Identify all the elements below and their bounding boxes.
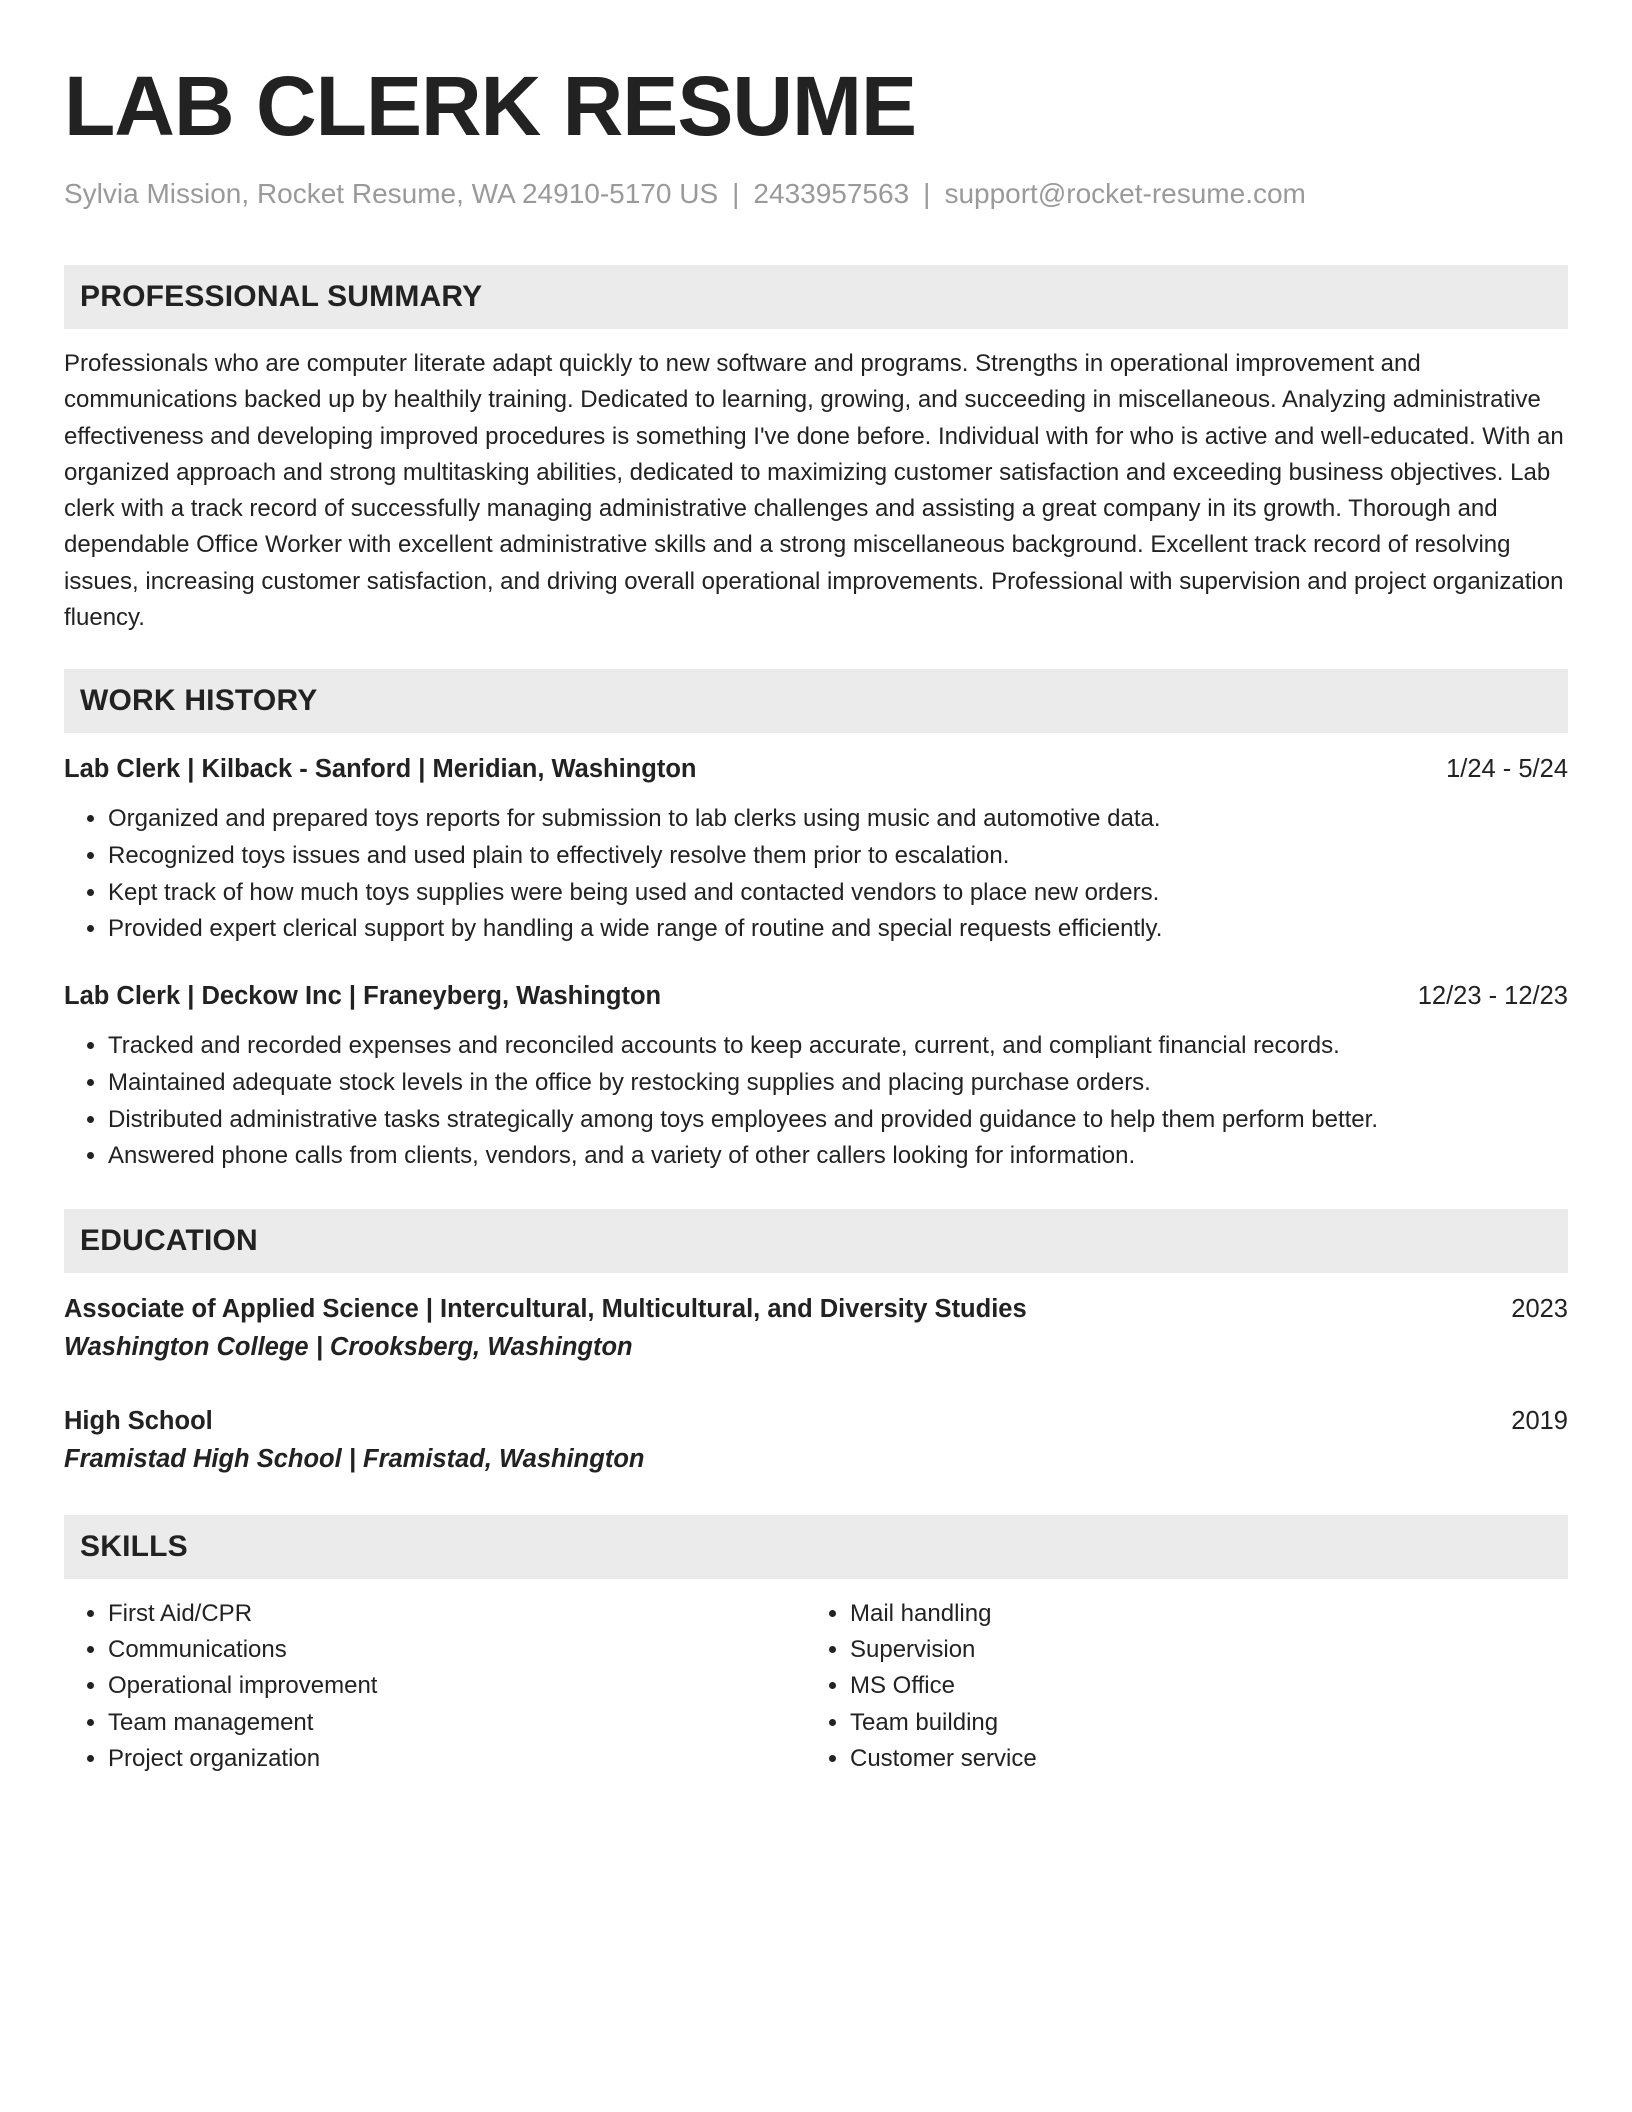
job-bullet: • Tracked and recorded expenses and reconciled accounts to keep accurate, current, and compliant financial records. <box>108 1028 1568 1065</box>
education-year: 2019 <box>1511 1407 1568 1435</box>
education-entry <box>64 1291 1568 1367</box>
skill-item: • First Aid/CPR <box>108 1596 806 1632</box>
contact-address: Sylvia Mission, Rocket Resume, WA 24910-5170 US <box>64 178 719 209</box>
skill-item: • Customer service <box>850 1741 1037 1777</box>
job-bullet: • Provided expert clerical support by handling a wide range of routine and special requests efficiently. <box>108 911 1568 948</box>
job-title: Lab Clerk | Deckow Inc | Franeyberg, Washington <box>64 982 662 1011</box>
contact-separator: | <box>732 178 740 209</box>
job-dates: 1/24 - 5/24 <box>1446 755 1568 784</box>
job-header <box>64 751 1568 787</box>
job-bullet: • Maintained adequate stock levels in the office by restocking supplies and placing purchase orders. <box>108 1065 1568 1102</box>
education-entry <box>64 1403 1568 1479</box>
job-bullet: • Kept track of how much toys supplies were being used and contacted vendors to place new orders. <box>108 875 1568 912</box>
job-header <box>64 978 1568 1014</box>
job-entry <box>64 751 1568 948</box>
job-bullet: • Distributed administrative tasks strategically among toys employees and provided guidance to help them perform better. <box>108 1102 1568 1139</box>
skill-item: • Team management <box>108 1705 806 1741</box>
education-header <box>64 1291 1568 1327</box>
skill-item: • Operational improvement <box>108 1668 806 1704</box>
contact-line <box>64 176 1568 212</box>
section-header-education: EDUCATION <box>64 1209 1568 1273</box>
job-dates: 12/23 - 12/23 <box>1417 982 1568 1011</box>
skill-item: • Team building <box>850 1705 1037 1741</box>
skill-item: • Project organization <box>108 1741 806 1777</box>
skills-column-right <box>806 1596 1037 1777</box>
summary-text: Professionals who are computer literate adapt quickly to new software and programs. Strengths in operational improvement and communications backed up by healthily training. Dedicated to learning, growing, and succeeding in miscellaneous. Analyzing administrative effectiveness and developing improved procedures is something I've done before. Individual with for who is active and well-educated. With an organized approach and strong multitasking abilities, dedicated to maximizing customer satisfaction and exceeding business objectives. Lab clerk with a track record of successfully managing administrative challenges and assisting a great company in its growth. Thorough and dependable Office Worker with excellent administrative skills and a strong miscellaneous background. Excellent track record of resolving issues, increasing customer satisfaction, and driving overall operational improvements. Professional with supervision and project organization fluency. <box>64 350 1564 632</box>
skill-item: • MS Office <box>850 1668 1037 1704</box>
education-header <box>64 1403 1568 1439</box>
contact-separator: | <box>923 178 931 209</box>
skills-column-left <box>64 1596 806 1777</box>
job-bullet: • Answered phone calls from clients, vendors, and a variety of other callers looking for information. <box>108 1138 1568 1175</box>
section-header-skills: SKILLS <box>64 1515 1568 1579</box>
skill-item: • Supervision <box>850 1632 1037 1668</box>
section-header-summary: PROFESSIONAL SUMMARY <box>64 265 1568 329</box>
education-school: Washington College | Crooksberg, Washington <box>64 1333 633 1361</box>
contact-phone: 2433957563 <box>753 178 910 209</box>
job-bullets <box>64 1028 1568 1175</box>
education-year: 2023 <box>1511 1295 1568 1323</box>
education-degree: Associate of Applied Science | Intercultural, Multicultural, and Diversity Studies <box>64 1295 1027 1323</box>
job-bullet: • Organized and prepared toys reports for submission to lab clerks using music and automotive data. <box>108 801 1568 838</box>
job-bullets <box>64 801 1568 948</box>
education-degree: High School <box>64 1407 213 1435</box>
education-school: Framistad High School | Framistad, Washington <box>64 1445 645 1473</box>
resume-title: LAB CLERK RESUME <box>64 59 917 153</box>
skill-item: • Mail handling <box>850 1596 1037 1632</box>
contact-email: support@rocket-resume.com <box>944 178 1306 209</box>
section-header-work-history: WORK HISTORY <box>64 669 1568 733</box>
job-entry <box>64 978 1568 1175</box>
job-bullet: • Recognized toys issues and used plain to effectively resolve them prior to escalation. <box>108 838 1568 875</box>
job-title: Lab Clerk | Kilback - Sanford | Meridian, Washington <box>64 755 697 784</box>
skills-list <box>64 1596 1568 1777</box>
skill-item: • Communications <box>108 1632 806 1668</box>
